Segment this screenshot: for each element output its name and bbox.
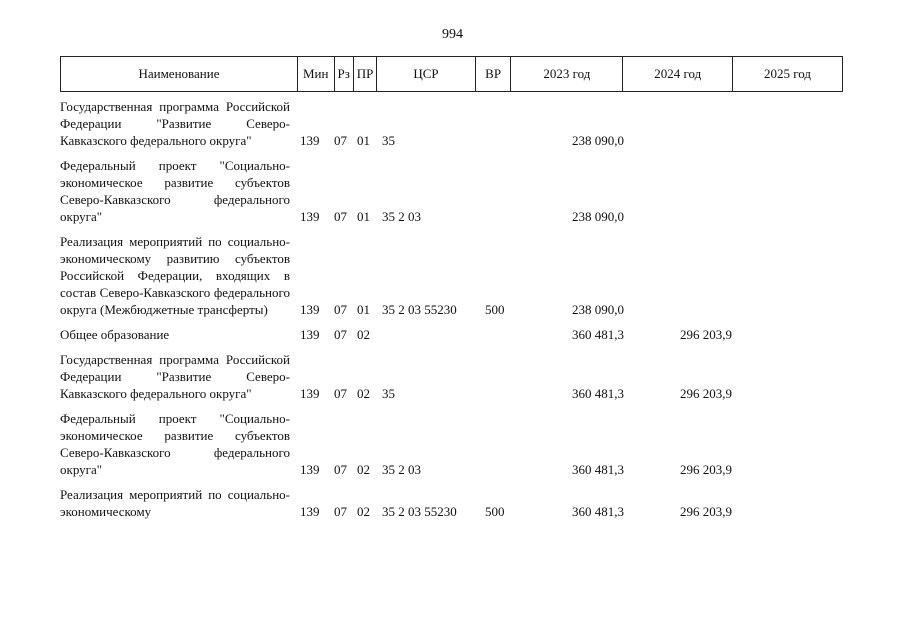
header-name: Наименование [61,57,298,92]
row-2023: 238 090,0 [572,133,624,148]
row-2023: 238 090,0 [572,209,624,224]
table-row [60,486,850,520]
row-pr: 01 [357,209,370,224]
row-min: 139 [300,386,320,401]
row-csr: 35 [382,133,395,148]
header-2025: 2025 год [733,57,843,92]
table-row [60,157,850,225]
row-rz: 07 [334,386,347,401]
header-pr: ПР [353,57,376,92]
row-name: Общее образование [60,327,170,342]
row-2024: 296 203,9 [680,504,732,519]
row-min: 139 [300,327,320,342]
row-pr: 02 [357,327,370,342]
header-rz: Рз [334,57,353,92]
header-2023: 2023 год [511,57,623,92]
row-pr: 01 [357,133,370,148]
row-min: 139 [300,302,320,317]
row-2023: 360 481,3 [572,504,624,519]
row-name: Реализация мероприятий по социально-экономическому развитию субъектов Российской Федерации, входящих в состав Северо-Кавказского федерального округа (Межбюджетные трансферты) [60,234,290,317]
row-2024: 296 203,9 [680,327,732,342]
row-csr: 35 2 03 55230 [382,302,457,317]
row-rz: 07 [334,504,347,519]
table-header [60,56,843,92]
row-2023: 360 481,3 [572,327,624,342]
row-vr: 500 [485,302,505,317]
row-csr: 35 [382,386,395,401]
row-name: Федеральный проект "Социально-экономическое развитие субъектов Северо-Кавказского федерального округа" [60,158,290,224]
row-pr: 01 [357,302,370,317]
table-row [60,351,850,402]
row-min: 139 [300,133,320,148]
row-csr: 35 2 03 55230 [382,504,457,519]
table-row [60,326,850,343]
row-pr: 02 [357,462,370,477]
header-2024: 2024 год [623,57,733,92]
table-row [60,410,850,478]
row-name: Федеральный проект "Социально-экономическое развитие субъектов Северо-Кавказского федерального округа" [60,411,290,477]
row-vr: 500 [485,504,505,519]
row-pr: 02 [357,504,370,519]
table-body [60,98,850,528]
row-rz: 07 [334,209,347,224]
row-rz: 07 [334,133,347,148]
row-pr: 02 [357,386,370,401]
row-rz: 07 [334,462,347,477]
header-min: Мин [297,57,334,92]
table-row [60,233,850,318]
row-min: 139 [300,209,320,224]
row-rz: 07 [334,327,347,342]
row-name: Реализация мероприятий по социально-экономическому [60,487,290,519]
row-rz: 07 [334,302,347,317]
row-2024: 296 203,9 [680,462,732,477]
row-min: 139 [300,462,320,477]
row-2023: 360 481,3 [572,462,624,477]
header-vr: ВР [475,57,511,92]
header-csr: ЦСР [377,57,476,92]
row-name: Государственная программа Российской Федерации "Развитие Северо-Кавказского федерального округа" [60,352,290,401]
row-name: Государственная программа Российской Федерации "Развитие Северо-Кавказского федерального округа" [60,99,290,148]
row-min: 139 [300,504,320,519]
page-number: 994 [442,27,463,42]
row-csr: 35 2 03 [382,209,421,224]
row-2024: 296 203,9 [680,386,732,401]
row-csr: 35 2 03 [382,462,421,477]
table-row [60,98,850,149]
row-2023: 360 481,3 [572,386,624,401]
row-2023: 238 090,0 [572,302,624,317]
